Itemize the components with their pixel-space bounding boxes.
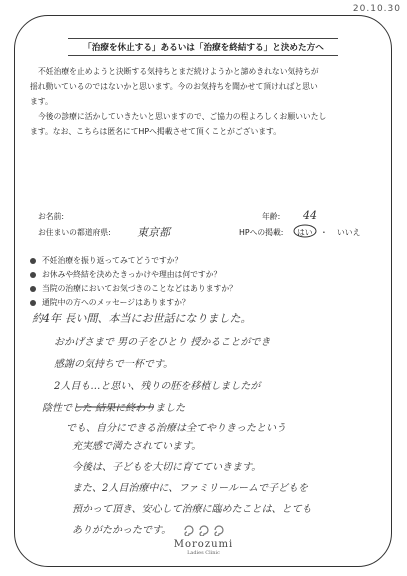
bullet-icon: [30, 258, 36, 264]
question-item: [30, 268, 237, 282]
bullet-icon: [30, 272, 36, 278]
hp-yes-option: [297, 227, 313, 238]
age-value: 44: [303, 209, 317, 222]
question-item: [30, 296, 237, 310]
answer-line: 2人目も…と思い、残りの胚を移植しましたが: [54, 381, 261, 392]
answer-line: 約4年 長い間、本当にお世話になりました。: [32, 312, 252, 325]
answer-line: 今後は、子どもを大切に育てていきます。: [72, 462, 262, 473]
hp-yes-circle-mark: [294, 225, 316, 237]
answer-line: おかげさまで 男の子をひとり 授かることができ: [54, 337, 271, 348]
clinic-name: Morozumi: [173, 539, 234, 550]
title-bottom-rule: [68, 55, 338, 56]
swirl-logo-icon: [181, 524, 227, 536]
bullet-icon: [30, 286, 36, 292]
date-stamp: 20.10.30: [352, 4, 401, 14]
intro-line: ます。: [30, 97, 53, 106]
intro-line: 揺れ動いているのではないかと思います。今のお気持ちを聞かせて頂ければと思い: [30, 82, 318, 91]
answer-line: でも、自分にできる治療は全てやりきったという: [66, 423, 286, 434]
bullet-icon: [30, 300, 36, 306]
answer-line: 充実感で満たされています。: [72, 441, 202, 452]
hp-label: HPへの掲載:: [239, 228, 284, 237]
question-list: [30, 254, 237, 310]
answer-line: 預かって頂き、安心して治療に臨めたことは、とても: [72, 504, 312, 515]
answer-line: また、2人目治療中に、ファミリールームで子どもを: [72, 483, 308, 494]
question-text: 通院中の方へのメッセージはありますか？: [42, 298, 190, 307]
prefecture-value: 東京都: [137, 226, 170, 239]
hp-yes-circle: [293, 224, 317, 238]
hp-no-option: いいえ: [337, 228, 361, 237]
question-text: 不妊治療を振り返ってみてどうですか？: [42, 256, 183, 265]
title-top-rule: [68, 38, 338, 39]
answer-line: ありがたかったです。: [72, 525, 172, 536]
clinic-logo: [0, 521, 407, 556]
question-text: お休みや終結を決めたきっかけや理由は何ですか？: [42, 270, 222, 279]
question-item: [30, 282, 237, 296]
swirl-left: [185, 526, 193, 536]
intro-line: 不妊治療を止めようと決断する気持ちとまだ続けようかと諦めきれない気持ちが: [38, 67, 319, 76]
hp-separator: ・: [320, 228, 328, 237]
strike-through-mark: [76, 401, 156, 413]
clinic-subtitle: Ladies Clinic: [187, 550, 220, 556]
answer-line: 陰性でした 結果に終わりました: [42, 403, 186, 414]
answer-line: 感謝の気持ちで一杯です。: [54, 359, 174, 370]
age-label: 年齢:: [262, 212, 281, 221]
question-text: 当院の治療においてお気づきのことなどはありますか？: [42, 284, 237, 293]
swirl-right: [215, 526, 223, 536]
form-title: 「治療を休止する」あるいは「治療を終結する」と決めた方へ: [83, 43, 324, 53]
prefecture-label: お住まいの都道府県:: [38, 228, 111, 237]
name-label: お名前:: [38, 212, 65, 221]
swirl-center: [200, 526, 208, 536]
question-item: [30, 254, 237, 268]
hp-yes-label: はい: [297, 228, 313, 237]
intro-line: 今後の診療に活かしていきたいと思いますので、ご協力の程よろしくお願いいたし: [38, 112, 327, 121]
intro-line: ます。なお、こちらは匿名にてHPへ掲載させて頂くことがございます。: [30, 127, 282, 136]
